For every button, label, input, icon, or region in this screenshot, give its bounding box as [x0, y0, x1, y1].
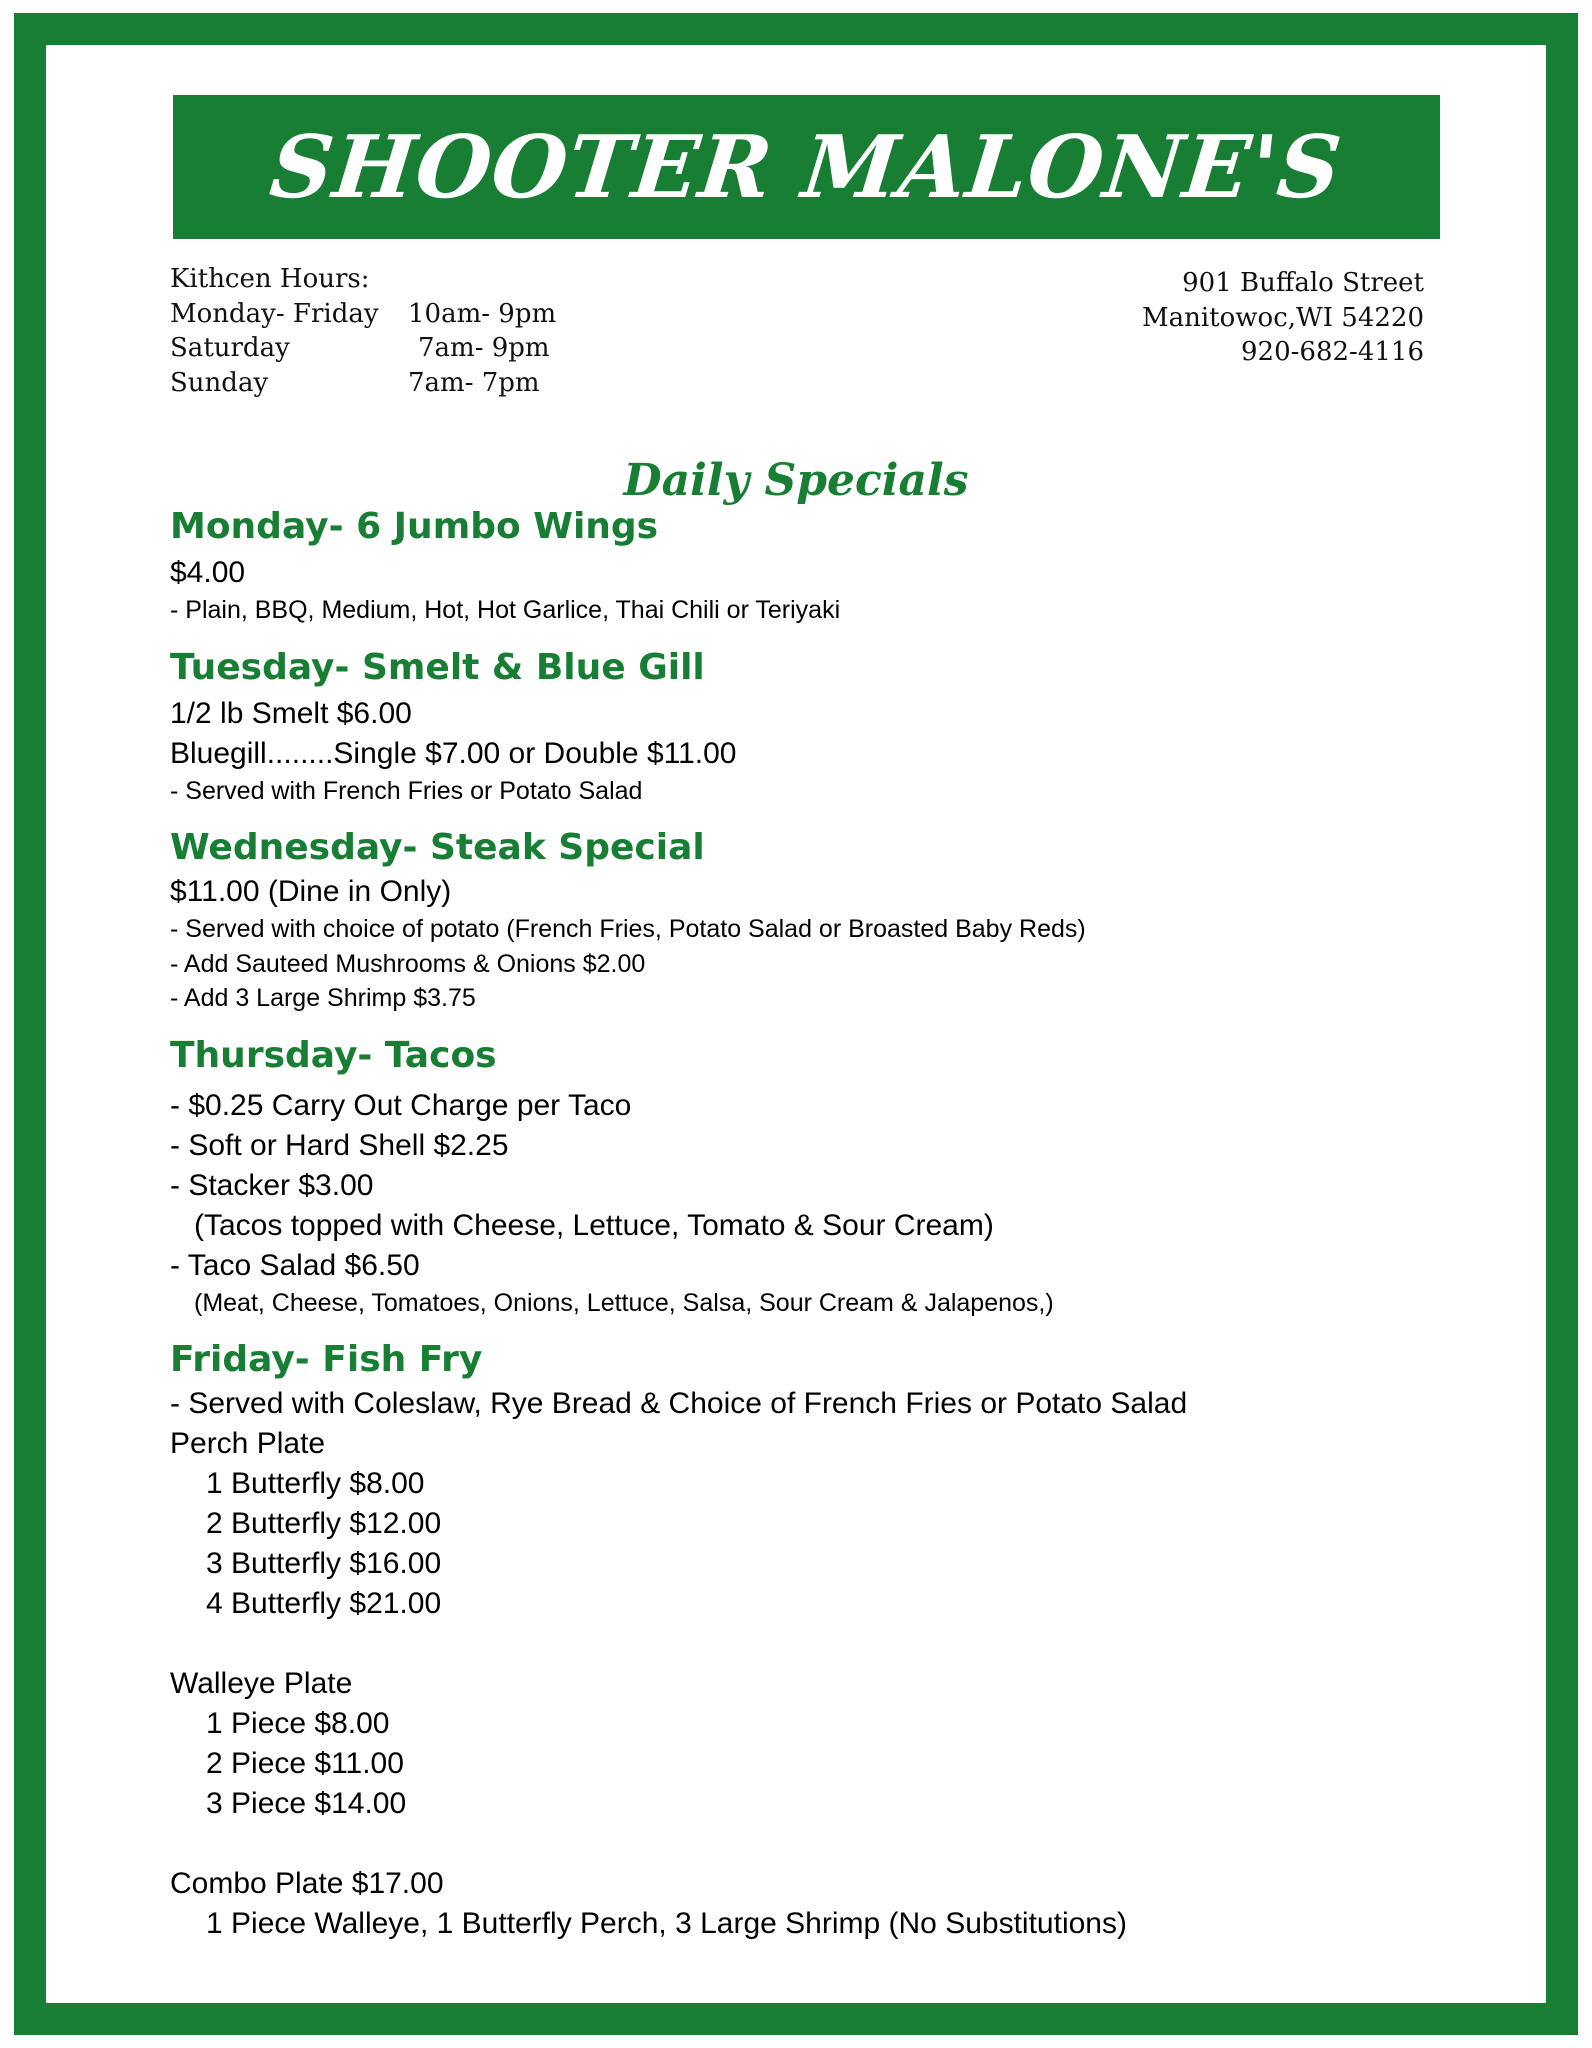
monday-section [170, 505, 1420, 628]
monday-price: $4.00 [170, 556, 246, 589]
thursday-line: - Stacker $3.00 [170, 1168, 374, 1202]
spacer [170, 1624, 1420, 1664]
thursday-line: (Tacos topped with Cheese, Lettuce, Tomato & Sour Cream) [194, 1208, 994, 1242]
thursday-section [170, 1034, 1420, 1321]
address-block [1142, 266, 1424, 370]
perch-item: 2 Butterfly $12.00 [206, 1507, 442, 1540]
wednesday-note: - Add 3 Large Shrimp $3.75 [170, 984, 476, 1012]
thursday-line: - Soft or Hard Shell $2.25 [170, 1128, 509, 1162]
title-banner [173, 95, 1440, 239]
perch-item: 1 Butterfly $8.00 [206, 1467, 425, 1500]
walleye-plate-title: Walleye Plate [170, 1667, 353, 1700]
spacer [170, 1824, 1420, 1864]
thursday-line: (Meat, Cheese, Tomatoes, Onions, Lettuce, Salsa, Sour Cream & Jalapenos,) [194, 1288, 1054, 1317]
hours-day: Monday- Friday [170, 298, 379, 329]
thursday-title: Thursday- Tacos [170, 1034, 497, 1076]
wednesday-title: Wednesday- Steak Special [170, 827, 705, 868]
monday-title: Monday- 6 Jumbo Wings [170, 506, 659, 547]
combo-plate-description: 1 Piece Walleye, 1 Butterfly Perch, 3 Large Shrimp (No Substitutions) [206, 1907, 1127, 1940]
friday-served: - Served with Coleslaw, Rye Bread & Choice of French Fries or Potato Salad [170, 1387, 1188, 1420]
friday-title: Friday- Fish Fry [170, 1339, 483, 1380]
daily-specials-heading: Daily Specials [623, 455, 969, 506]
thursday-line: - $0.25 Carry Out Charge per Taco [170, 1088, 632, 1122]
walleye-item: 2 Piece $11.00 [206, 1747, 404, 1780]
kitchen-hours-heading: Kithcen Hours: [170, 264, 370, 294]
perch-item: 3 Butterfly $16.00 [206, 1547, 442, 1580]
combo-plate-title: Combo Plate $17.00 [170, 1867, 444, 1900]
hours-row [170, 297, 556, 332]
wednesday-section [170, 826, 1420, 1016]
hours-time: 7am- 7pm [408, 367, 540, 398]
wednesday-note: - Served with choice of potato (French Fries, Potato Salad or Broasted Baby Reds) [170, 915, 1086, 943]
tuesday-line: 1/2 lb Smelt $6.00 [170, 696, 412, 730]
perch-plate-title: Perch Plate [170, 1427, 326, 1460]
tuesday-note: - Served with French Fries or Potato Salad [170, 776, 643, 805]
monday-note: - Plain, BBQ, Medium, Hot, Hot Garlice, Thai Chili or Teriyaki [170, 596, 841, 624]
perch-item: 4 Butterfly $21.00 [206, 1587, 442, 1620]
hours-row [170, 366, 556, 401]
hours-row [170, 331, 556, 366]
walleye-item: 1 Piece $8.00 [206, 1707, 390, 1740]
specials-menu [170, 505, 1420, 1944]
address-city: Manitowoc,WI 54220 [1142, 302, 1424, 333]
kitchen-hours [170, 262, 556, 400]
address-street: 901 Buffalo Street [1182, 268, 1424, 298]
thursday-line: - Taco Salad $6.50 [170, 1248, 420, 1282]
tuesday-section [170, 646, 1420, 809]
tuesday-line: Bluegill........Single $7.00 or Double $11.00 [170, 736, 737, 770]
address-phone: 920-682-4116 [1241, 337, 1424, 367]
wednesday-price: $11.00 (Dine in Only) [170, 875, 452, 908]
friday-section [170, 1338, 1420, 1944]
hours-time: 7am- 9pm [418, 333, 550, 363]
restaurant-title: SHOOTER MALONE'S [266, 116, 1347, 218]
walleye-item: 3 Piece $14.00 [206, 1787, 407, 1820]
hours-day: Saturday [170, 333, 290, 363]
hours-day: Sunday [170, 367, 269, 398]
tuesday-title: Tuesday- Smelt & Blue Gill [170, 646, 705, 688]
wednesday-note: - Add Sauteed Mushrooms & Onions $2.00 [170, 949, 646, 978]
hours-time: 10am- 9pm [408, 298, 557, 329]
